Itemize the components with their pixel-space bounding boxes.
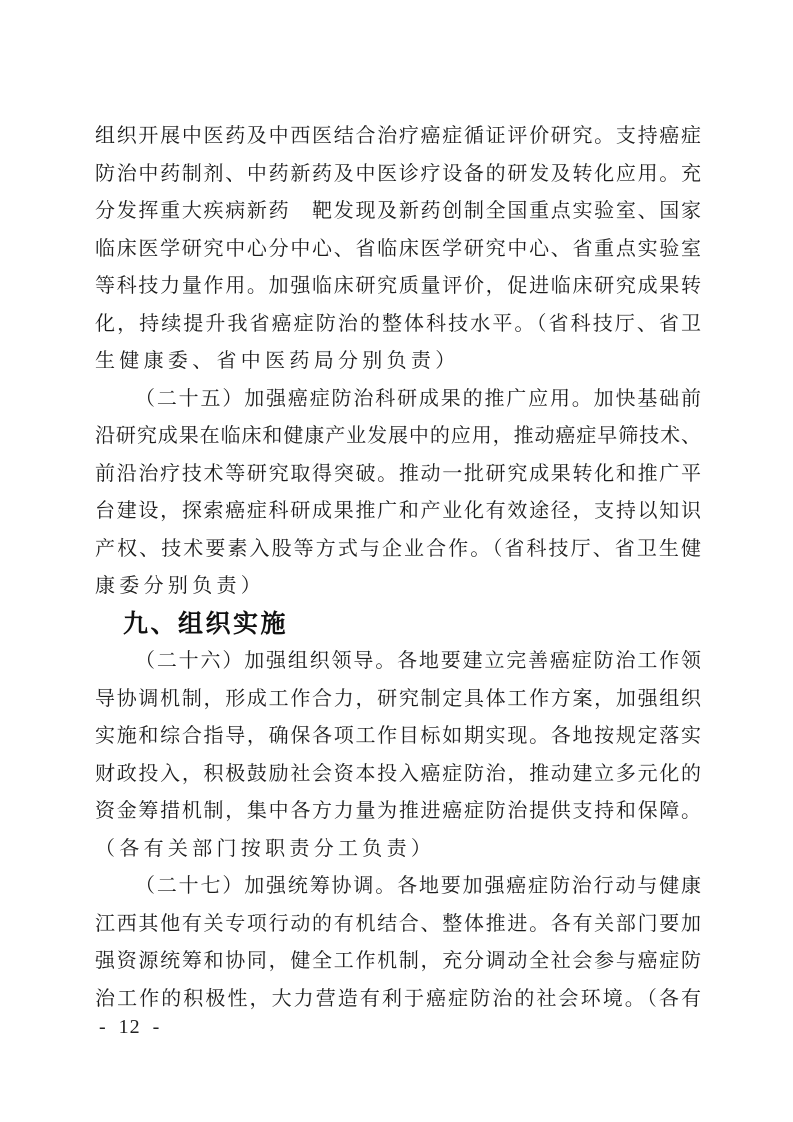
document-body <box>95 118 701 1018</box>
text-line: （二十五）加强癌症防治科研成果的推广应用。加快基础前 <box>135 387 701 410</box>
text-line: 分发挥重大疾病新药 靶发现及新药创制全国重点实验室、国家 <box>95 200 701 222</box>
text-line: 实施和综合指导，确保各项工作目标如期实现。各地按规定落实 <box>95 725 701 747</box>
text-line: 资金筹措机制，集中各方力量为推进癌症防治提供支持和保障。 <box>95 800 701 822</box>
text-line: 江西其他有关专项行动的有机结合、整体推进。各有关部门要加 <box>95 912 701 935</box>
text-line: 台建设，探索癌症科研成果推广和产业化有效途径，支持以知识 <box>95 500 701 522</box>
text-line: 产权、技术要素入股等方式与企业合作。（省科技厅、省卫生健 <box>95 537 701 560</box>
text-line: （各有关部门按职责分工负责） <box>95 837 436 860</box>
text-line: 前沿治疗技术等研究取得突破。推动一批研究成果转化和推广平 <box>95 462 701 485</box>
text-line: 治工作的积极性，大力营造有利于癌症防治的社会环境。（各有 <box>95 987 701 1010</box>
text-line: 等科技力量作用。加强临床研究质量评价，促进临床研究成果转 <box>95 275 701 297</box>
text-line: 康委分别负责） <box>95 575 266 597</box>
text-line: 临床医学研究中心分中心、省临床医学研究中心、省重点实验室 <box>95 237 701 260</box>
text-line: 财政投入，积极鼓励社会资本投入癌症防治，推动建立多元化的 <box>95 762 701 785</box>
text-line: 防治中药制剂、中药新药及中医诊疗设备的研发及转化应用。充 <box>95 162 701 185</box>
text-line: 导协调机制，形成工作合力，研究制定具体工作方案，加强组织 <box>95 687 701 710</box>
text-line: 沿研究成果在临床和健康产业发展中的应用，推动癌症早筛技术、 <box>95 425 701 447</box>
text-line: 强资源统筹和协同，健全工作机制，充分调动全社会参与癌症防 <box>95 950 701 972</box>
text-line: （二十六）加强组织领导。各地要建立完善癌症防治工作领 <box>135 650 701 672</box>
text-line: 生健康委、省中医药局分别负责） <box>95 350 460 372</box>
page-footer <box>99 1012 160 1042</box>
text-line: 组织开展中医药及中西医结合治疗癌症循证评价研究。支持癌症 <box>95 125 701 147</box>
section-heading: 九、组织实施 <box>123 609 289 638</box>
text-line: （二十七）加强统筹协调。各地要加强癌症防治行动与健康 <box>135 875 701 897</box>
page-number: - 12 - <box>99 1016 161 1038</box>
text-line: 化，持续提升我省癌症防治的整体科技水平。（省科技厅、省卫 <box>95 312 701 335</box>
